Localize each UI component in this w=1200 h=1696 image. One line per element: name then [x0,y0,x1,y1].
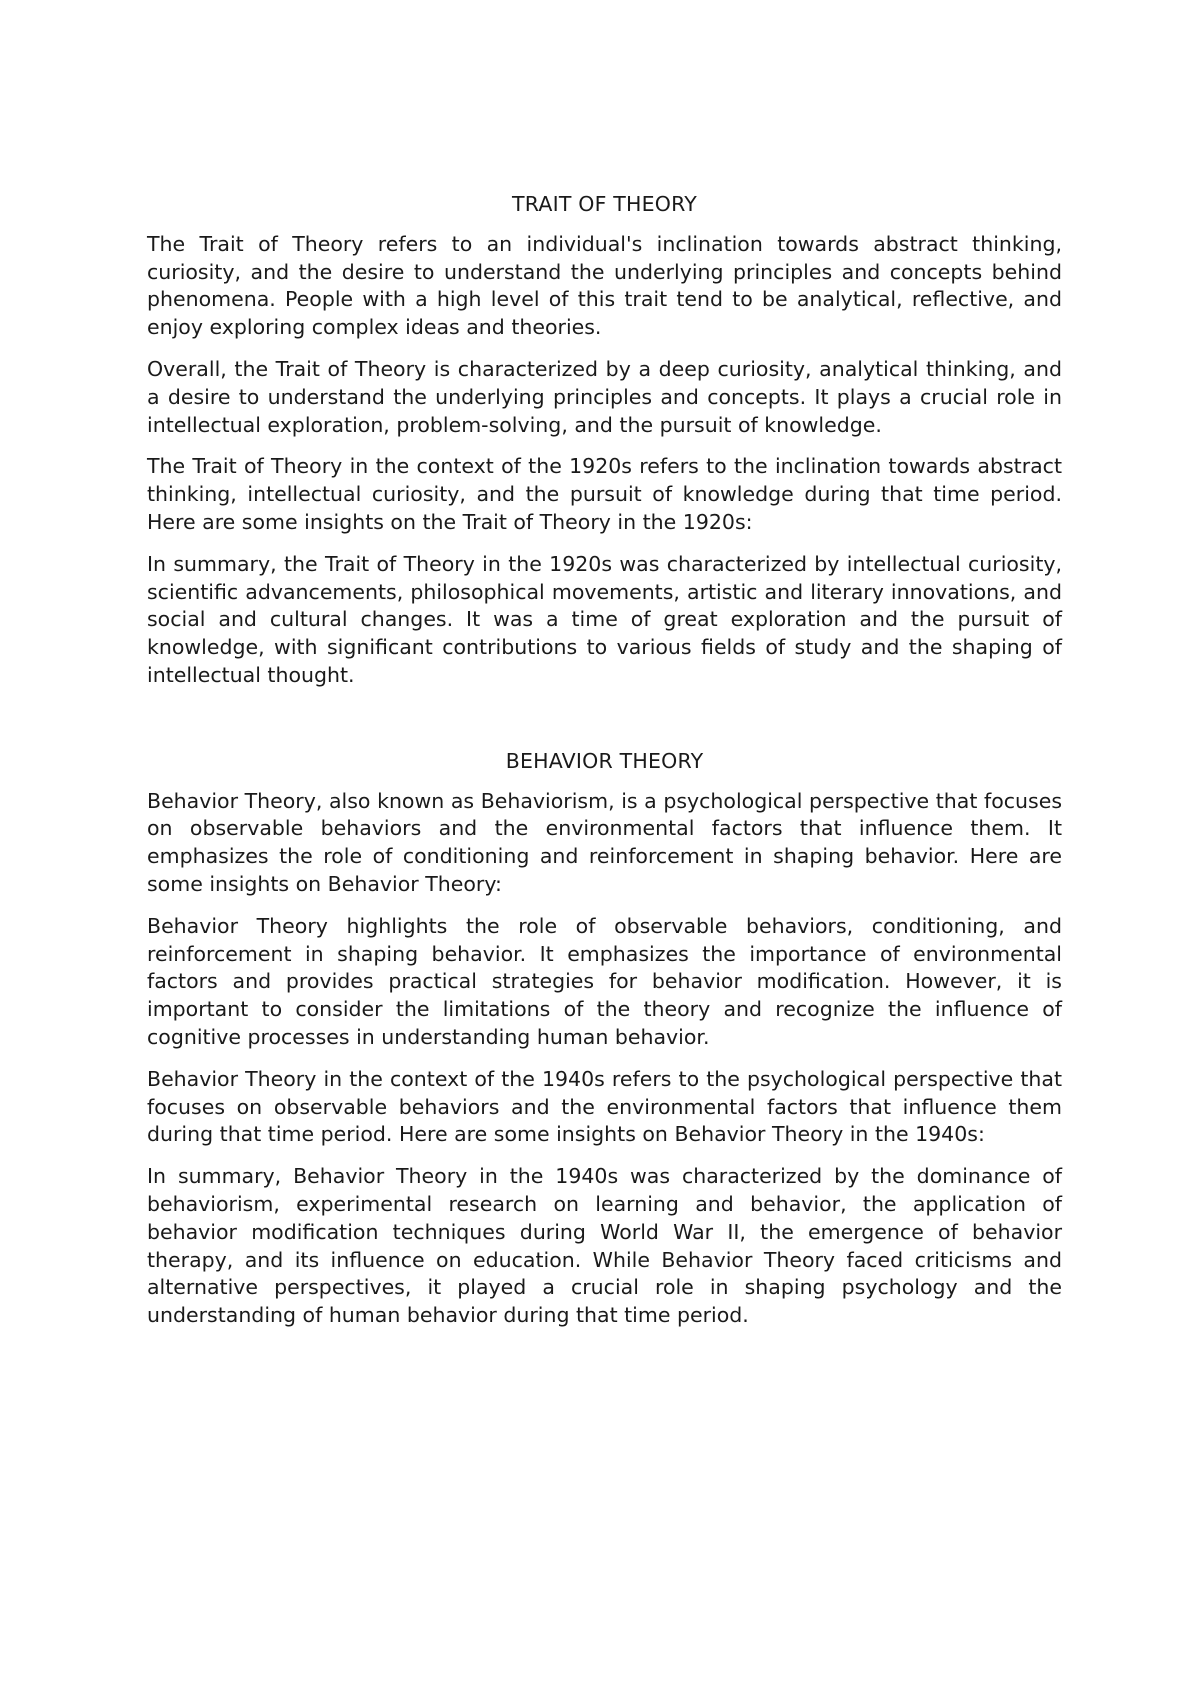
document-body [147,191,1062,1344]
paragraph: The Trait of Theory refers to an individual's inclination towards abstract thinking, curiosity, and the desire to understand the underlying principles and concepts behind phenomena. People with a high level of this trait tend to be analytical, reflective, and enjoy exploring complex ideas and theories. [147,231,1062,340]
paragraph: Behavior Theory, also known as Behaviorism, is a psychological perspective that focuses on observable behaviors and the environmental factors that influence them. It emphasizes the role of conditioning and reinforcement in shaping behavior. Here are some insights on Behavior Theory: [147,788,1062,896]
section-spacer [147,704,1062,748]
paragraph: Behavior Theory in the context of the 1940s refers to the psychological perspective that focuses on observable behaviors and the environmental factors that influence them during that time period. Here are some insights on Behavior Theory in the 1940s: [147,1066,1062,1147]
paragraph: In summary, the Trait of Theory in the 1920s was characterized by intellectual curiosity, scientific advancements, philosophical movements, artistic and literary innovations, and social and cultural changes. It was a time of great exploration and the pursuit of knowledge, with significant contributions to various fields of study and the shaping of intellectual thought. [147,551,1062,687]
paragraph: Overall, the Trait of Theory is characterized by a deep curiosity, analytical thinking, and a desire to understand the underlying principles and concepts. It plays a crucial role in intellectual exploration, problem-solving, and the pursuit of knowledge. [147,356,1062,437]
paragraph: Behavior Theory highlights the role of observable behaviors, conditioning, and reinforcement in shaping behavior. It emphasizes the importance of environmental factors and provides practical strategies for behavior modification. However, it is important to consider the limitations of the theory and recognize the influence of cognitive processes in understanding human behavior. [147,913,1062,1049]
paragraph: In summary, Behavior Theory in the 1940s was characterized by the dominance of behaviorism, experimental research on learning and behavior, the application of behavior modification techniques during World War II, the emergence of behavior therapy, and its influence on education. While Behavior Theory faced criticisms and alternative perspectives, it played a crucial role in shaping psychology and the understanding of human behavior during that time period. [147,1164,1062,1328]
paragraph: The Trait of Theory in the context of the 1920s refers to the inclination towards abstract thinking, intellectual curiosity, and the pursuit of knowledge during that time period. Here are some insights on the Trait of Theory in the 1920s: [147,454,1062,534]
section-heading-behavior-theory: BEHAVIOR THEORY [505,748,704,773]
section-heading-trait-of-theory: TRAIT OF THEORY [512,192,697,216]
